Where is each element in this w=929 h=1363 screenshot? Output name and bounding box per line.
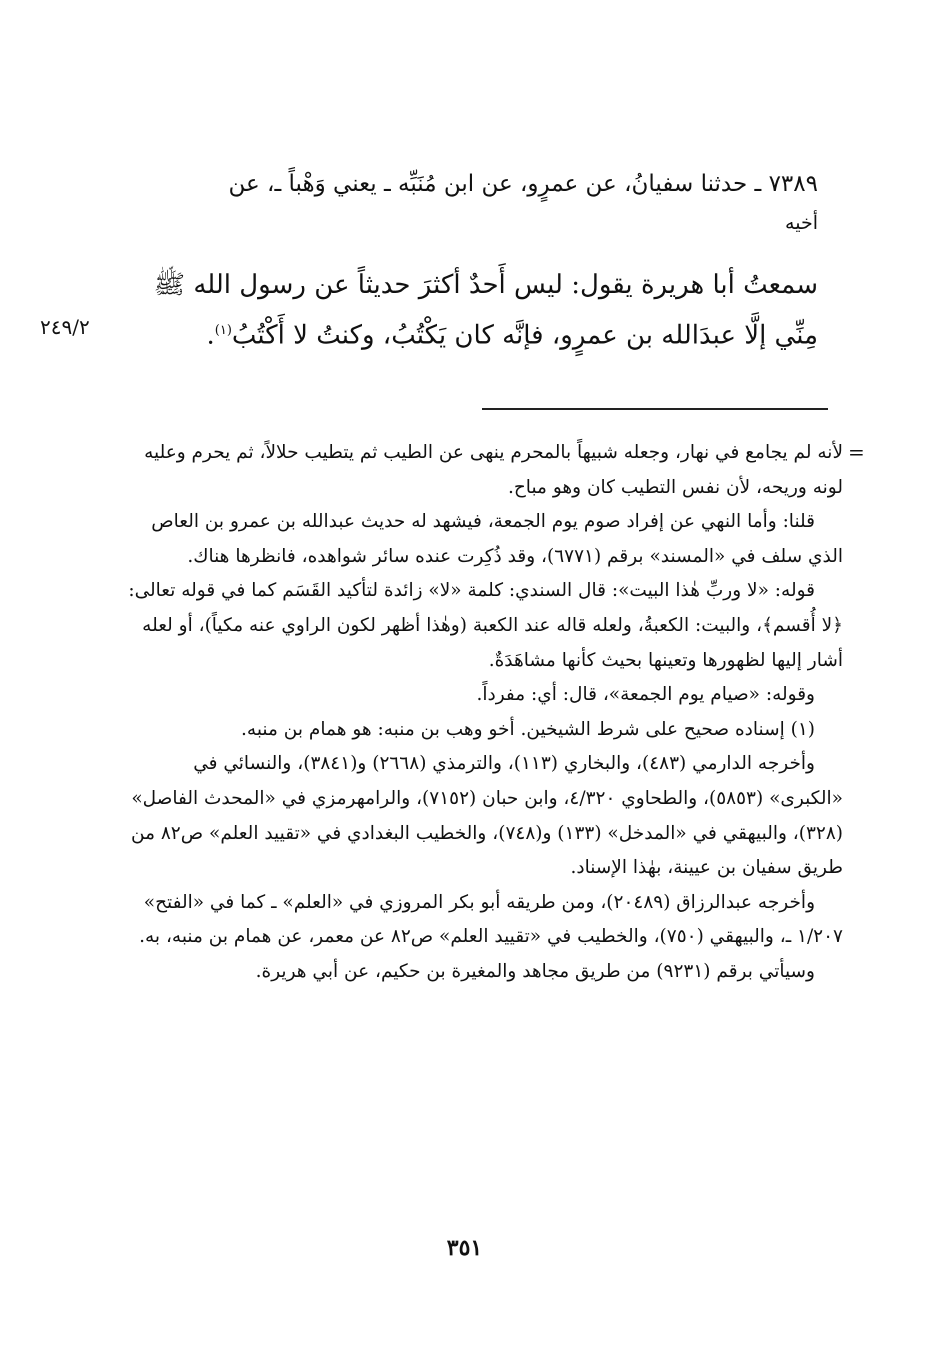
hadith-matn: سمعتُ أبا هريرة يقول: ليس أَحدٌ أكثرَ حديثاً عن رسول الله ﷺ مِنِّي إلَّا عبدَالله بن عمرٍو، فإنَّه كان يَكْتُبُ، وكنتُ لا أَكْتُبُ [153, 270, 818, 351]
footnote-paragraph: قوله: «لا وربِّ هٰذا البيت»: قال السندي: كلمة «لا» زائدة لتأكيد القَسَم كما في قوله تعالى: ﴿لا أُقسم﴾، والبيت: الكعبةُ، ولعله قاله عند الكعبة (وهٰذا أظهر لكون الراوي عنه مكياً)، أو لعله أشار إليها لظهورها وتعينها بحيث كأنها مشاهَدَةٌ. [128, 580, 843, 671]
footnote-reference[interactable]: (١) [214, 323, 232, 338]
hadith-text [128, 262, 818, 359]
footnote-paragraph: وقوله: «صيام يوم الجمعة»، قال: أي: مفرداً. [476, 684, 815, 706]
footnote-paragraph: (١) إسناده صحيح على شرط الشيخين. أخو وهب بن منبه: هو همام بن منبه. [241, 718, 815, 740]
hadith-end-mark: . [206, 320, 215, 351]
footnote-divider [482, 408, 828, 410]
hadith-chain: ٧٣٨٩ ـ حدثنا سفيانُ، عن عمرٍو، عن ابن مُنَبِّه ـ يعني وَهْباً ـ، عن [228, 171, 818, 197]
footnote-paragraph: وسيأتي برقم (٩٢٣١) من طريق مجاهد والمغيرة بن حكيم، عن أبي هريرة. [255, 960, 815, 982]
footnote-paragraph: قلنا: وأما النهي عن إفراد صوم يوم الجمعة، فيشهد له حديث عبدالله بن عمرو بن العاص الذي سلف في «المسند» برقم (٦٧٧١)، وقد ذُكِرت عنده سائر شواهده، فانظرها هناك. [151, 511, 843, 567]
margin-reference: ٢٤٩/٢ [40, 315, 90, 339]
footnotes-section [128, 436, 843, 990]
footnote-continuation-mark: = [848, 440, 865, 464]
hadith-header [128, 160, 818, 238]
footnote-paragraph: وأخرجه الدارمي (٤٨٣)، والبخاري (١١٣)، والترمذي (٢٦٦٨) و(٣٨٤١)، والنسائي في «الكبرى» (٥٨٥٣)، والطحاوي ٤/٣٢٠، وابن حبان (٧١٥٢)، والرامهرمزي في «المحدث الفاصل» (٣٢٨)، والبيهقي في «المدخل» (١٣٣) و(٧٤٨)، والخطيب البغدادي في «تقييد العلم» ص٨٢ من طريق سفيان بن عيينة، بهٰذا الإسناد. [131, 753, 843, 879]
footnote-paragraph: وأخرجه عبدالرزاق (٢٠٤٨٩)، ومن طريقه أبو بكر المروزي في «العلم» ـ كما في «الفتح» ١/٢٠٧ ـ، والبيهقي (٧٥٠)، والخطيب في «تقييد العلم» ص٨٢ عن معمر، عن همام بن منبه، به. [139, 891, 843, 948]
hadith-chain-tail: أخيه [785, 212, 818, 234]
footnote-paragraph: لأنه لم يجامع في نهار، وجعله شبيهاً بالمحرم ينهى عن الطيب ثم يتطيب حلالاً، ثم يحرم وعليه لونه وريحه، لأن نفس التطيب كان وهو مباح. [144, 442, 843, 498]
page-number: ٣٥١ [446, 1235, 483, 1261]
